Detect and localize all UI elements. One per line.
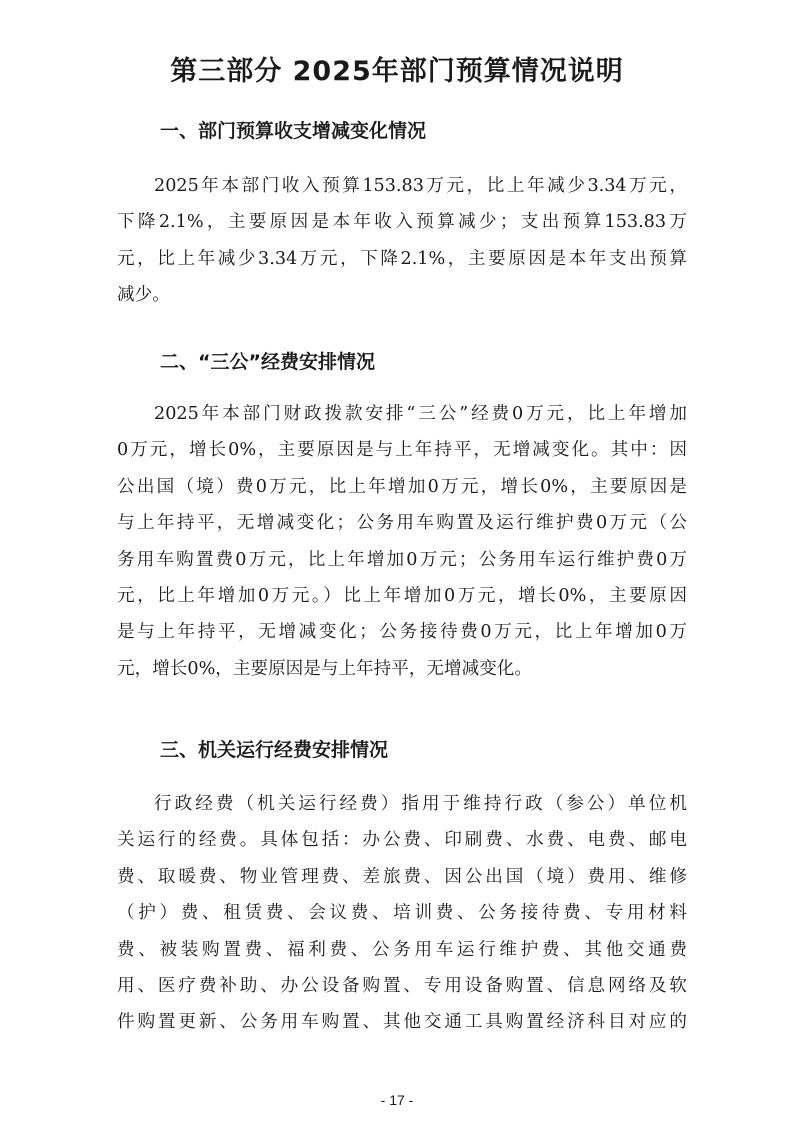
paragraph-line: （护）费、租赁费、会议费、培训费、公务接待费、专用材料 bbox=[117, 903, 687, 924]
paragraph-line: 与上年持平，无增减变化；公务用车购置及运行维护费0万元（公 bbox=[117, 513, 687, 534]
section-heading-three-public: 二、“三公”经费安排情况 bbox=[160, 351, 375, 373]
paragraph-line: 关运行的经费。具体包括：办公费、印刷费、水费、电费、邮电 bbox=[117, 830, 687, 851]
paragraph-line: 费、被装购置费、福利费、公务用车运行维护费、其他交通费 bbox=[117, 939, 687, 960]
section-body-three-public bbox=[117, 396, 687, 687]
paragraph-line: 用、医疗费补助、办公设备购置、专用设备购置、信息网络及软 bbox=[117, 976, 687, 997]
section-heading-budget-change: 一、部门预算收支增减变化情况 bbox=[160, 120, 427, 142]
paragraph-line: 务用车购置费0万元，比上年增加0万元；公务用车运行维护费0万 bbox=[117, 549, 687, 570]
paragraph-line: 元，增长0%，主要原因是与上年持平，无增减变化。 bbox=[117, 658, 532, 679]
paragraph-line: 减少。 bbox=[117, 285, 170, 306]
section-body-budget-change bbox=[117, 168, 687, 314]
page-title: 第三部分 2025年部门预算情况说明 bbox=[170, 56, 624, 87]
paragraph-line: 下降2.1%，主要原因是本年收入预算减少；支出预算153.83万 bbox=[117, 212, 687, 233]
paragraph-line: 是与上年持平，无增减变化；公务接待费0万元，比上年增加0万 bbox=[117, 622, 687, 643]
paragraph-line: 公出国（境）费0万元，比上年增加0万元，增长0%，主要原因是 bbox=[117, 476, 687, 497]
section-heading-operating-costs: 三、机关运行经费安排情况 bbox=[160, 739, 389, 761]
paragraph-line: 2025年本部门财政拨款安排“三公”经费0万元，比上年增加 bbox=[154, 404, 687, 424]
paragraph-line: 元，比上年增加0万元。）比上年增加0万元，增长0%，主要原因 bbox=[117, 586, 687, 607]
paragraph-line: 元，比上年减少3.34万元，下降2.1%，主要原因是本年支出预算 bbox=[117, 248, 687, 269]
paragraph-line: 0万元，增长0%，主要原因是与上年持平，无增减变化。其中：因 bbox=[117, 440, 687, 461]
paragraph-line: 行政经费（机关运行经费）指用于维持行政（参公）单位机 bbox=[154, 794, 687, 814]
paragraph-line: 件购置更新、公务用车购置、其他交通工具购置经济科目对应的 bbox=[117, 1012, 687, 1033]
paragraph-line: 费、取暖费、物业管理费、差旅费、因公出国（境）费用、维修 bbox=[117, 866, 687, 887]
page-number: - 17 - bbox=[380, 1092, 414, 1108]
section-body-operating-costs bbox=[117, 786, 687, 1041]
paragraph-line: 2025年本部门收入预算153.83万元，比上年减少3.34万元， bbox=[154, 176, 687, 196]
